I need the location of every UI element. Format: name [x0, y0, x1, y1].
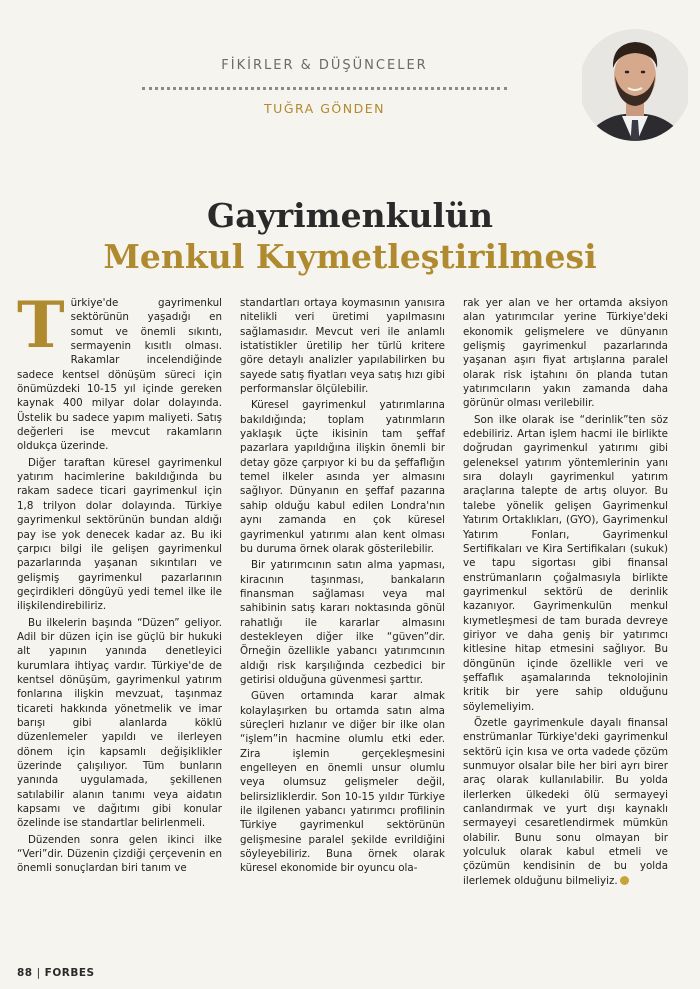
article-title-line2: Menkul Kıymetleştirilmesi — [103, 237, 597, 276]
magazine-name: FORBES — [44, 967, 95, 979]
author-photo — [582, 10, 688, 160]
article-column-2 — [240, 296, 445, 954]
paragraph-text: Özetle gayrimenkule dayalı finansal enstrümanlar Türkiye'deki gayrimenkul sektörü için kısa ve orta vadede çözüm sunmuyor olsalar bile her biri ayrı birer araç olarak kullanılabilir. Bu yolda ilerlerken ülkedeki ölü sermayeyi canlandırmak ve yurt dışı kaynaklı sermayeyi cesaretlendirmek mümkün olabilir. Bunu sonu olmayan bir yolculuk olarak kabul etmeli ve çözümün kendisinin de bu yolda ilerlemek olduğunu bilmeliyiz. — [463, 716, 668, 887]
section-label: FİKİRLER & DÜŞÜNCELER — [221, 58, 428, 73]
article-paragraph: Son ilke olarak ise “derinlik”ten söz edebiliriz. Artan işlem hacmi ile birlikte doğrudan gayrimenkul yatırımı gibi geleneksel yatırım yöntemlerinin yanı sıra dolaylı gayrimenkul yatırım araçlarına talepte de artış oluyor. Bu talebe yönelik gelişen Gayrimenkul Yatırım Ortaklıkları, (GYO), Gayrimenkul Yatırım Fonları, Gayrimenkul Sertifikaları ve Kira Sertifikaları (sukuk) ve tapu sigortası gibi finansal enstrümanların çoğalmasıyla birlikte gayrimenkul sektörü de derinlik kazanıyor. Gayrimenkulün menkul kıymetleşmesi de tam burada devreye giriyor ve daha geniş bir yatırımcı kitlesine hitap etmesini sağlıyor. Bu döngünün içinde özellikle veri ve şeffaflık aşamalarında teknolojinin kritik bir yere sahip olduğunu söylemeliyim. — [463, 413, 668, 713]
article-header — [142, 58, 507, 116]
paragraph-text: ürkiye'de gayrimenkul sektörünün yaşadığı en somut ve önemli sıkıntı, sermayenin kısıtlı olması. Rakamlar incelendiğinde sadece kentsel dönüşüm süreci için önümüzdeki 10-15 yıl içinde gereken kaynak 400 milyar dolar dolayında. Üstelik bu sadece yapım maliyeti. Satış değerleri ise mevcut rakamların oldukça üzerinde. — [17, 297, 222, 453]
page-footer — [17, 967, 95, 979]
article-paragraph: rak yer alan ve her ortamda aksiyon alan yatırımcılar yerine Türkiye'deki ekonomik gelişmelere ve dünyanın gelişmiş gayrimenkul pazarlarında yaşanan aşırı fiyat artışlarına paralel olarak risk iştahını ön planda tutan yatırımcıların yakın zamanda daha görünür olması verilebilir. — [463, 297, 668, 410]
article-paragraph: Bir yatırımcının satın alma yapması, kiracının taşınması, bankaların finansman sağlaması veya mal sahibinin satış kararı noktasında gönül rahatlığı ile kararlar almasını destekleyen diğer ilke “güven”dir. Örneğin özellikle yabancı yatırımcının aldığı risk karşılığında cezbedici bir getirisi olduğuna güvenmesi şarttır. — [240, 559, 445, 686]
article-paragraph — [17, 296, 222, 454]
author-name: TUĞRA GÖNDEN — [264, 101, 385, 116]
article-column-1 — [17, 296, 222, 954]
article-column-3 — [463, 296, 668, 954]
page-number: 88 — [17, 967, 33, 979]
article-paragraph: Diğer taraftan küresel gayrimenkul yatırım hacimlerine bakıldığında bu rakam sadece ticari gayrimenkul için 1,8 trilyon dolar dolayında. Türkiye gayrimenkul sektörünün bundan aldığı pay ise yok denecek kadar az. Bu iki çarpıcı bilgi ile gelişen gayrimenkul pazarlarında yaşanan sıkıntıları ve gelişmiş gayrimenkul pazarlarının geçirdikleri döngüyü yedi temel ilke ile ilişkilendirebiliriz. — [17, 456, 222, 613]
article-paragraph: Küresel gayrimenkul yatırımlarına bakıldığında; toplam yatırımların yaklaşık üçte ikisinin tam şeffaf pazarlara yapıldığına ilişkin önemli bir detay göze çarpıyor ki bu da şeffaflığın temel ilkeler asında yer almasını sağlıyor. Dünyanın en şeffaf pazarına sahip olduğu kabul edilen Londra'nın aynı zamanda en çok küresel gayrimenkul yatırımı alan kent olması bu duruma örnek olarak gösterilebilir. — [240, 399, 445, 555]
article-paragraph: standartları ortaya koymasının yanısıra nitelikli veri üretimi yapılmasını sağlamasıdır. Mevcut veri ile anlamlı istatistikler üretilip her türlü kritere göre detaylı analizler yapılabilirken bu sayede satış fiyatları veya satış hızı gibi performanslar ölçülebilir. — [240, 297, 445, 396]
footer-separator: | — [36, 967, 41, 979]
end-of-article-icon — [620, 876, 629, 885]
article-title-line1: Gayrimenkulün — [207, 196, 493, 235]
article-paragraph: Bu ilkelerin başında “Düzen” geliyor. Adil bir düzen için ise güçlü bir hukuki alt yapının yanında denetleyici kurumlara ihtiyaç vardır. Türkiye'de de kentsel dönüşüm, gayrimenkul yatırım fonlarına ilişkin mevzuat, taşınmaz ticareti hakkında yönetmelik ve imar barışı gibi alanlarda köklü düzenlemeler yapıldı ve ilerleyen dönem için kapsamlı değişiklikler üzerinde çalışılıyor. Tüm bunların yanında uygulamada, şekillenen satılabilir alanın tanımı veya aidatın kapsamı ve dağıtımı gibi konular özelinde ise standartlar belirlenmeli. — [17, 616, 222, 830]
article-paragraph: Düzenden sonra gelen ikinci ilke “Veri”dir. Düzenin çizdiği çerçevenin en önemli sonuçlardan biri tanım ve — [17, 833, 222, 875]
dotted-divider — [142, 87, 507, 90]
drop-cap: T — [17, 296, 65, 363]
article-paragraph — [463, 716, 668, 888]
article-paragraph: Güven ortamında karar almak kolaylaşırken bu ortamda satın alma süreçleri hızlanır ve diğer bir ilke olan “işlem”in hacmine olumlu etki eder. Zira işlemin gerçekleşmesini engelleyen en önemli unsur olumlu veya olumsuz gelişmeler değil, belirsizliklerdir. Son 10-15 yıldır Türkiye ile ilgilenen yabancı yatırımcı profilinin Türkiye gayrimenkul sektörünün gelişmesine paralel şekilde evrildiğini söyleyebiliriz. Buna örnek olarak küresel ekonomide bir oyuncu ola- — [240, 690, 445, 875]
